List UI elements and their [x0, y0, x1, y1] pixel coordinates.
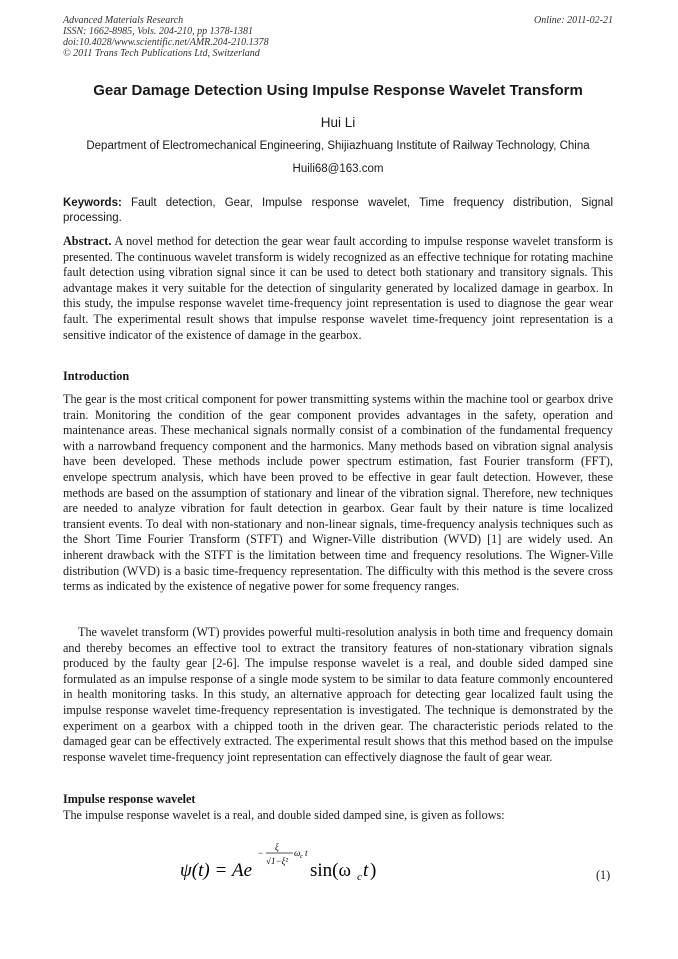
- impulse-text: The impulse response wavelet is a real, and double sided damped sine, is given as follows:: [63, 808, 505, 822]
- eq-rhs-t: t: [363, 860, 369, 881]
- keywords-label: Keywords:: [63, 197, 122, 209]
- introduction-paragraph-2: The wavelet transform (WT) provides powerful multi-resolution analysis in both time and frequency domain and thereby becomes an effective tool to extract the transitory features of non-stationary vibration signals produced by the faulty gear [2-6]. The impulse response wavelet is a real, and double sided damped sine formulated as an impulse response of a single mode system to be similar to data feature commonly encountered in health monitoring tasks. In this study, an alternative approach for detecting gear localized fault using the impulse response wavelet time-frequency representation is investigated. The technique is demonstrated by the experiment on a gearbox with a chipped tooth in the driven gear. The characteristic periods related to the damaged gear can be effectively extracted. The experimental result shows that this method based on the impulse response wavelet time-frequency joint representation can effectively diagnose the fault of gear wear.: [63, 625, 613, 764]
- eq-rhs: sin(ω: [310, 860, 352, 881]
- eq-rhs-close: ): [370, 860, 377, 881]
- eq-exp-den: √1−ξ²: [266, 856, 289, 866]
- eq-exp-omega: ω: [294, 848, 301, 858]
- author-email[interactable]: Huili68@163.com: [292, 163, 384, 175]
- eq-exp-sub: c: [300, 853, 303, 860]
- eq-exp-num: ξ: [275, 842, 279, 852]
- impulse-heading: Impulse response wavelet: [63, 792, 196, 806]
- author-name: Hui Li: [320, 115, 356, 130]
- abstract: [63, 234, 613, 343]
- eq-minus: −: [258, 848, 264, 858]
- introduction-heading: Introduction: [63, 369, 130, 383]
- journal-header: [63, 15, 613, 59]
- eq-lhs: ψ(t) = Ae: [180, 860, 253, 881]
- journal-doi: doi:10.4028/www.scientific.net/AMR.204-210.1378: [63, 37, 269, 48]
- abstract-text: A novel method for detection the gear wear fault according to impulse response wavelet transform is presented. The continuous wavelet transform is widely recognized as an effective technique for rotating machine fault detection using vibration signal since it can be used to detect both stationary and transitory signals. This advantage makes it very suitable for the detection of singularity generated by localized damage in gearbox. In this study, the impulse response wavelet time-frequency joint representation is used to diagnose the gear wear fault. The experimental result shows that impulse response wavelet time-frequency joint representation is a sensitive indicator of the existence of damage in the gearbox.: [63, 234, 614, 342]
- journal-name: Advanced Materials Research: [63, 15, 184, 26]
- introduction-paragraph-1: The gear is the most critical component for power transmitting systems within the machine tool or gearbox drive train. Monitoring the condition of the gear component provides advantages in the safety, operation and maintenance areas. These mechanical signals normally consist of a combination of the fundamental frequency with a narrowband frequency component and the harmonics. Many methods based on vibration signal analysis have been developed. These methods include power spectrum estimation, fast Fourier transform (FFT), envelope spectrum analysis, which have been proved to be effective in gear fault detection. However, these methods are based on the assumption of stationary and linear of the vibration signal. Therefore, new techniques are needed to analyze vibration for fault detection in gearbox. Gear fault by their nature is time localized transient events. To deal with non-stationary and non-linear signals, time-frequency analysis techniques such as the Short Time Fourier Transform (STFT) and Wigner-Ville distribution (WVD) [1] are widely used. An inherent drawback with the STFT is the limitation between time and frequency resolutions. The Wigner-Ville distribution (WVD) is a basic time-frequency representation. The difficulty with this method is the severe cross terms as indicated by the existence of negative power for some frequency ranges.: [63, 392, 613, 594]
- journal-issn: ISSN: 1662-8985, Vols. 204-210, pp 1378-1381: [63, 26, 253, 37]
- journal-copyright: © 2011 Trans Tech Publications Ltd, Switzerland: [63, 48, 260, 59]
- online-date: Online: 2011-02-21: [534, 15, 613, 26]
- equation-graphic: [180, 842, 600, 902]
- eq-exp-t: t: [305, 848, 308, 858]
- equation-1: [180, 842, 600, 902]
- eq-rhs-sub: c: [357, 871, 362, 883]
- equation-number: (1): [596, 868, 611, 882]
- keywords: [63, 196, 613, 225]
- affiliation: Department of Electromechanical Engineering, Shijiazhuang Institute of Railway Technology, China: [86, 140, 590, 152]
- abstract-label: Abstract.: [63, 234, 112, 248]
- paper-title: Gear Damage Detection Using Impulse Response Wavelet Transform: [93, 82, 583, 99]
- keywords-text: Fault detection, Gear, Impulse response wavelet, Time frequency distribution, Signal processing.: [63, 197, 613, 224]
